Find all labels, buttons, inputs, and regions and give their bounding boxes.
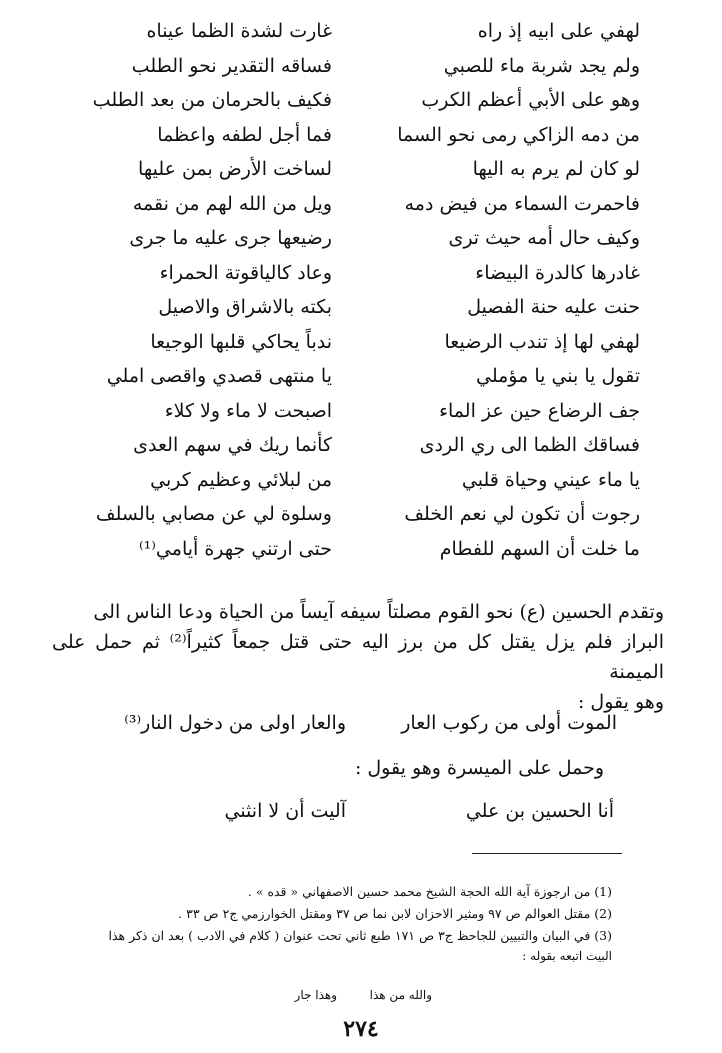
- footnote-verse-first: والله من هذا: [369, 988, 432, 1002]
- poem-second-hemistich: اصبحت لا ماء ولا كلاء: [164, 399, 332, 422]
- poem-second-hemistich: من لبلائي وعظيم كربي: [150, 468, 332, 491]
- footnote-3: (3) في البيان والتبيين للجاحظ ج٣ ص ١٧١ طبع ثاني تحت عنوان ( كلام في الادب ) بعد ان ذكر هذا: [108, 928, 612, 943]
- poem-first-hemistich: فاحمرت السماء من فيض دمه: [404, 192, 640, 215]
- poem-first-hemistich: فساقك الظما الى ري الردى: [419, 434, 640, 456]
- poem-couplet: [80, 83, 640, 118]
- poem-couplet: [80, 256, 640, 291]
- poem-second-hemistich: وعاد كالياقوتة الحمراء: [159, 261, 332, 284]
- poem-couplet: [80, 187, 640, 222]
- poem-first-hemistich: تقول يا بني يا مؤملي: [476, 365, 640, 387]
- verse1-second-hemistich: والعار اولى من دخول النار⁽³⁾: [124, 712, 346, 734]
- poem-first-hemistich: من دمه الزاكي رمى نحو السما: [397, 123, 640, 146]
- verse2-first-hemistich: أنا الحسين بن علي: [465, 800, 614, 822]
- poem-couplet: [80, 221, 640, 256]
- poem-first-hemistich: ما خلت أن السهم للفطام: [439, 537, 640, 560]
- poem-first-hemistich: غادرها كالدرة البيضاء: [475, 261, 640, 284]
- poem-second-hemistich: فكيف بالحرمان من بعد الطلب: [92, 89, 332, 111]
- poem-block: [80, 14, 640, 566]
- poem-couplet: [80, 532, 640, 567]
- poem-first-hemistich: يا ماء عيني وحياة قلبي: [461, 468, 640, 491]
- poem-second-hemistich: بكته بالاشراق والاصيل: [158, 296, 332, 318]
- poem-second-hemistich: ندباً يحاكي قلبها الوجيعا: [150, 330, 332, 353]
- poem-second-hemistich: كأنما ريك في سهم العدى: [133, 434, 332, 456]
- poem-second-hemistich: يا منتهى قصدي واقصى املي: [106, 365, 332, 387]
- page-number: ٢٧٤: [343, 1016, 379, 1042]
- verse1-first-hemistich: الموت أولى من ركوب العار: [401, 712, 617, 734]
- poem-couplet: [80, 152, 640, 187]
- prose-paragraph: [52, 597, 664, 717]
- footnote-3-continued: البيت اتبعه بقوله :: [522, 949, 612, 963]
- footnote-2: (2) مقتل العوالم ص ٩٧ ومثير الاحزان لابن نما ص ٣٧ ومقتل الخوارزمي ج٢ ص ٣٣ .: [178, 906, 612, 921]
- poem-couplet: [80, 49, 640, 84]
- poem-second-hemistich: ويل من الله لهم من نقمه: [132, 192, 332, 215]
- poem-couplet: [80, 497, 640, 532]
- footnotes: [44, 881, 612, 965]
- poem-first-hemistich: وهو على الأبي أعظم الكرب: [421, 89, 640, 111]
- poem-second-hemistich: وسلوة لي عن مصابي بالسلف: [95, 503, 332, 525]
- prose-line: البراز فلم يزل يقتل كل من برز اليه حتى قتل جمعاً كثيراً⁽²⁾ ثم حمل على الميمنة: [52, 631, 664, 683]
- poem-first-hemistich: ولم يجد شربة ماء للصبي: [443, 54, 640, 77]
- poem-first-hemistich: لو كان لم يرم به اليها: [472, 158, 640, 180]
- poem-couplet: [80, 290, 640, 325]
- poem-second-hemistich: لساخت الأرض بمن عليها: [138, 158, 332, 180]
- poem-first-hemistich: لهفي على ابيه إذ راه: [477, 20, 640, 42]
- poem-couplet: [80, 463, 640, 498]
- poem-first-hemistich: وكيف حال أمه حيث ترى: [448, 227, 640, 249]
- poem-first-hemistich: جف الرضاع حين عز الماء: [439, 399, 640, 422]
- poem-second-hemistich: غارت لشدة الظما عيناه: [146, 20, 332, 42]
- poem-couplet: [80, 118, 640, 153]
- poem-couplet: [80, 14, 640, 49]
- footnote-divider: [472, 853, 622, 854]
- prose-line: وتقدم الحسين (ع) نحو القوم مصلتاً سيفه آيساً من الحياة ودعا الناس الى: [93, 601, 664, 623]
- poem-second-hemistich: حتى ارتني جهرة أيامي⁽¹⁾: [138, 537, 332, 560]
- poem-couplet: [80, 428, 640, 463]
- footnote-1: (1) من ارجوزة آية الله الحجة الشيخ محمد حسين الاصفهاني « قده » .: [247, 884, 612, 899]
- poem-couplet: [80, 325, 640, 360]
- poem-first-hemistich: لهفي لها إذ تندب الرضيعا: [444, 330, 640, 353]
- poem-couplet: [80, 394, 640, 429]
- poem-second-hemistich: فساقه التقدير نحو الطلب: [131, 54, 332, 77]
- footnote-verse-second: وهذا جار: [294, 988, 337, 1002]
- poem-couplet: [80, 359, 640, 394]
- poem-first-hemistich: رجوت أن تكون لي نعم الخلف: [404, 503, 640, 525]
- verse2-second-hemistich: آليت أن لا انثني: [224, 800, 346, 822]
- poem-second-hemistich: فما أجل لطفه واعظما: [157, 123, 332, 146]
- poem-second-hemistich: رضيعها جرى عليه ما جرى: [129, 227, 332, 249]
- verse2-intro: وحمل على الميسرة وهو يقول :: [354, 757, 604, 779]
- prose-line: وهو يقول :: [577, 691, 664, 713]
- poem-first-hemistich: حنت عليه حنة الفصيل: [467, 296, 640, 318]
